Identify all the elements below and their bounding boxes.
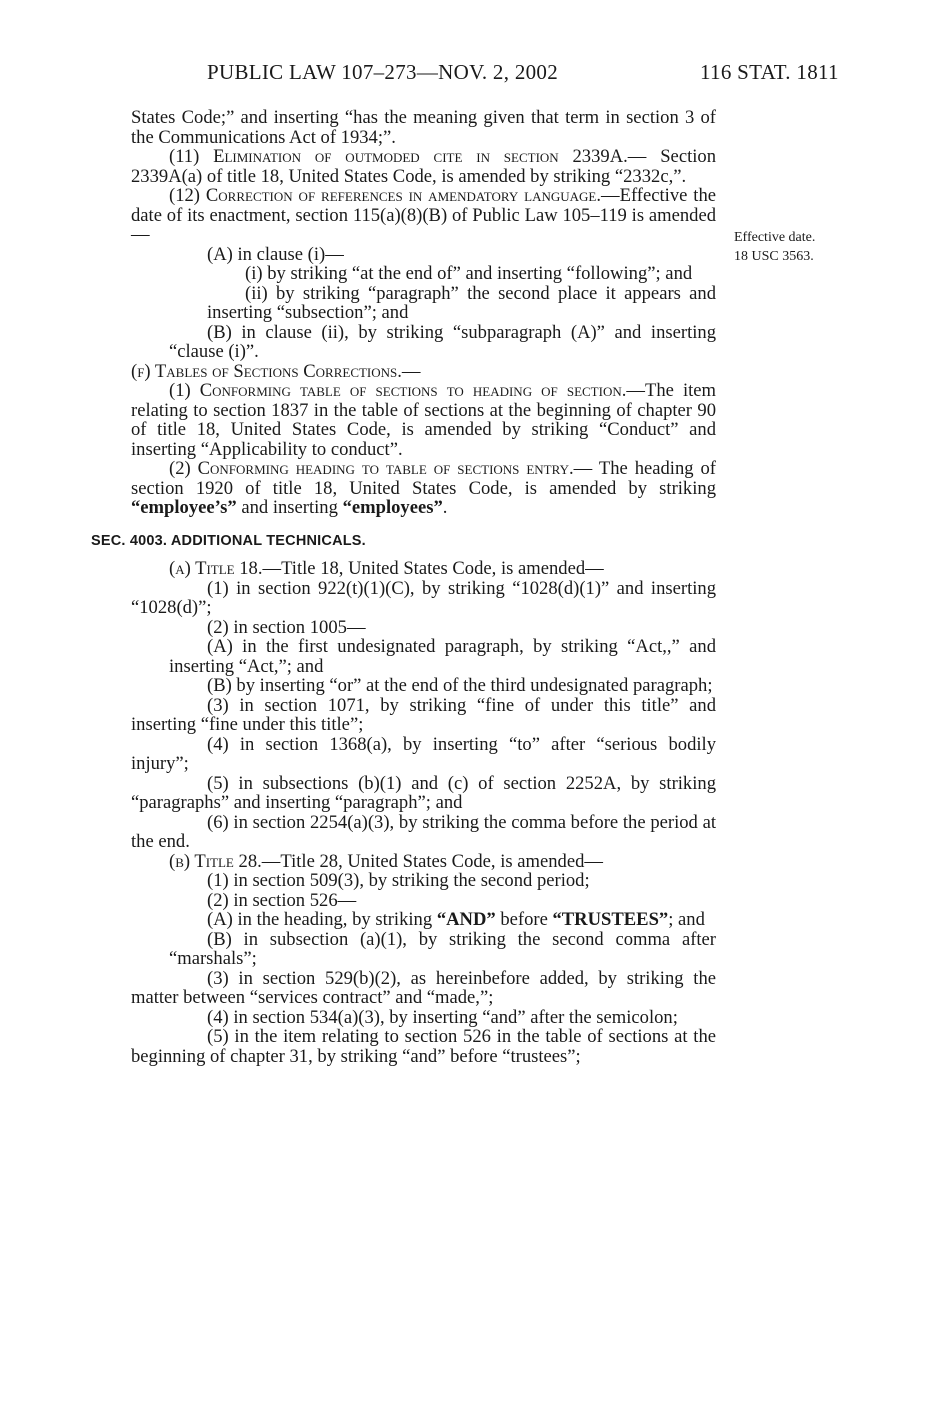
margin-note-usc-cite: 18 USC 3563. [734, 249, 814, 264]
paragraph-11-text: Section 2339A(a) of title 18, United States Code, is amended by striking “2332c,”. [131, 146, 716, 187]
bold-term-employees: “employees” [342, 497, 443, 518]
subparagraph-b2A [131, 910, 716, 930]
subsection-b [131, 852, 716, 872]
clause-i: (i) by striking “at the end of” and inserting “following”; and [245, 263, 693, 284]
subparagraph-b2B: (B) in subsection (a)(1), by striking the second comma after “marshals”; [169, 928, 716, 969]
paragraph-12 [131, 186, 716, 245]
margin-note-effective-date: Effective date. [734, 230, 816, 245]
subsection-a [131, 559, 716, 579]
paragraph-a6: (6) in section 2254(a)(3), by striking the comma before the period at the end. [131, 811, 716, 852]
running-header-title: PUBLIC LAW 107–273—NOV. 2, 2002 [207, 60, 559, 84]
paragraph-11 [131, 147, 716, 186]
paragraph-f2-text: The heading of section 1920 of title 18, United States Code, is amended by striking [131, 458, 717, 499]
paragraph-11-heading: (11) Elimination of outmoded cite in section 2339A.— [169, 146, 647, 167]
paragraph-f2 [131, 459, 716, 518]
paragraph-12-heading: (12) Correction of references in amendatory language.— [169, 185, 620, 206]
subparagraph-a2B: (B) by inserting “or” at the end of the third undesignated paragraph; [207, 675, 713, 696]
paragraph-b4: (4) in section 534(a)(3), by inserting “and” after the semicolon; [207, 1006, 678, 1028]
paragraph-12-text: Effective the date of its enactment, section 115(a)(8)(B) of Public Law 105–119 is amended— [131, 185, 716, 245]
paragraph-f2-mid: and inserting [236, 497, 343, 518]
paragraph-f1 [131, 381, 716, 459]
subsection-b-text: Title 28, United States Code, is amended— [280, 850, 603, 872]
paragraph-b5: (5) in the item relating to section 526 in the table of sections at the beginning of chapter 31, by striking “and” before “trustees”; [131, 1026, 716, 1067]
paragraph-b2: (2) in section 526— [207, 889, 357, 911]
section-heading: SEC. 4003. ADDITIONAL TECHNICALS. [91, 532, 366, 549]
bold-term-trustees: “TRUSTEES” [552, 909, 669, 930]
paragraph-a1: (1) in section 922(t)(1)(C), by striking “1028(d)(1)” and inserting “1028(d)”; [131, 577, 716, 618]
subsection-b-heading: (b) Title 28.— [169, 850, 281, 872]
subparagraph-a2A: (A) in the first undesignated paragraph, by striking “Act,,” and inserting “Act,”; and [169, 636, 716, 677]
paragraph-a3: (3) in section 1071, by striking “fine of under this title” and inserting “fine under this title”; [131, 694, 716, 735]
running-header-page: 116 STAT. 1811 [700, 60, 839, 84]
paragraph-a5: (5) in subsections (b)(1) and (c) of section 2252A, by striking “paragraphs” and inserting “paragraph”; and [131, 772, 716, 813]
paragraph-f2-heading: (2) Conforming heading to table of sections entry.— [169, 458, 593, 479]
statute-body [91, 107, 717, 1067]
paragraph-b3: (3) in section 529(b)(2), as hereinbefore added, by striking the matter between “services contract” and “made,”; [131, 967, 716, 1008]
bold-term-employees-possessive: “employee’s” [131, 497, 237, 518]
subsection-a-text: Title 18, United States Code, is amended— [281, 558, 604, 579]
paragraph-f1-text: The item relating to section 1837 in the table of sections at the beginning of chapter 90 of title 18, United States Code, is amended by striking “Conduct” and inserting “Applicability to conduct”. [131, 380, 716, 460]
clause-ii: (ii) by striking “paragraph” the second place it appears and inserting “subsection”; and [207, 282, 716, 323]
paragraph-b1: (1) in section 509(3), by striking the second period; [207, 870, 590, 891]
paragraph-a4: (4) in section 1368(a), by inserting “to” after “serious bodily injury”; [131, 733, 716, 774]
paragraph-a2: (2) in section 1005— [207, 616, 366, 638]
subparagraph-b2A-end: ; and [668, 909, 705, 930]
subsection-a-heading: (a) Title 18.— [169, 558, 282, 579]
subparagraph-b2A-text: (A) in the heading, by striking [207, 909, 437, 930]
paragraph-f1-heading: (1) Conforming table of sections to heading of section.— [169, 380, 645, 401]
subparagraph-b2A-mid: before [495, 909, 553, 930]
subparagraph-A: (A) in clause (i)— [207, 243, 344, 265]
bold-term-and: “AND” [436, 909, 496, 930]
paragraph-f2-end: . [442, 497, 448, 518]
subsection-f-heading: (f) Tables of Sections Corrections.— [131, 360, 421, 382]
paragraph-continuation: States Code;” and inserting “has the meaning given that term in section 3 of the Communications Act of 1934;”. [131, 107, 716, 148]
subparagraph-B: (B) in clause (ii), by striking “subparagraph (A)” and inserting “clause (i)”. [169, 321, 716, 362]
